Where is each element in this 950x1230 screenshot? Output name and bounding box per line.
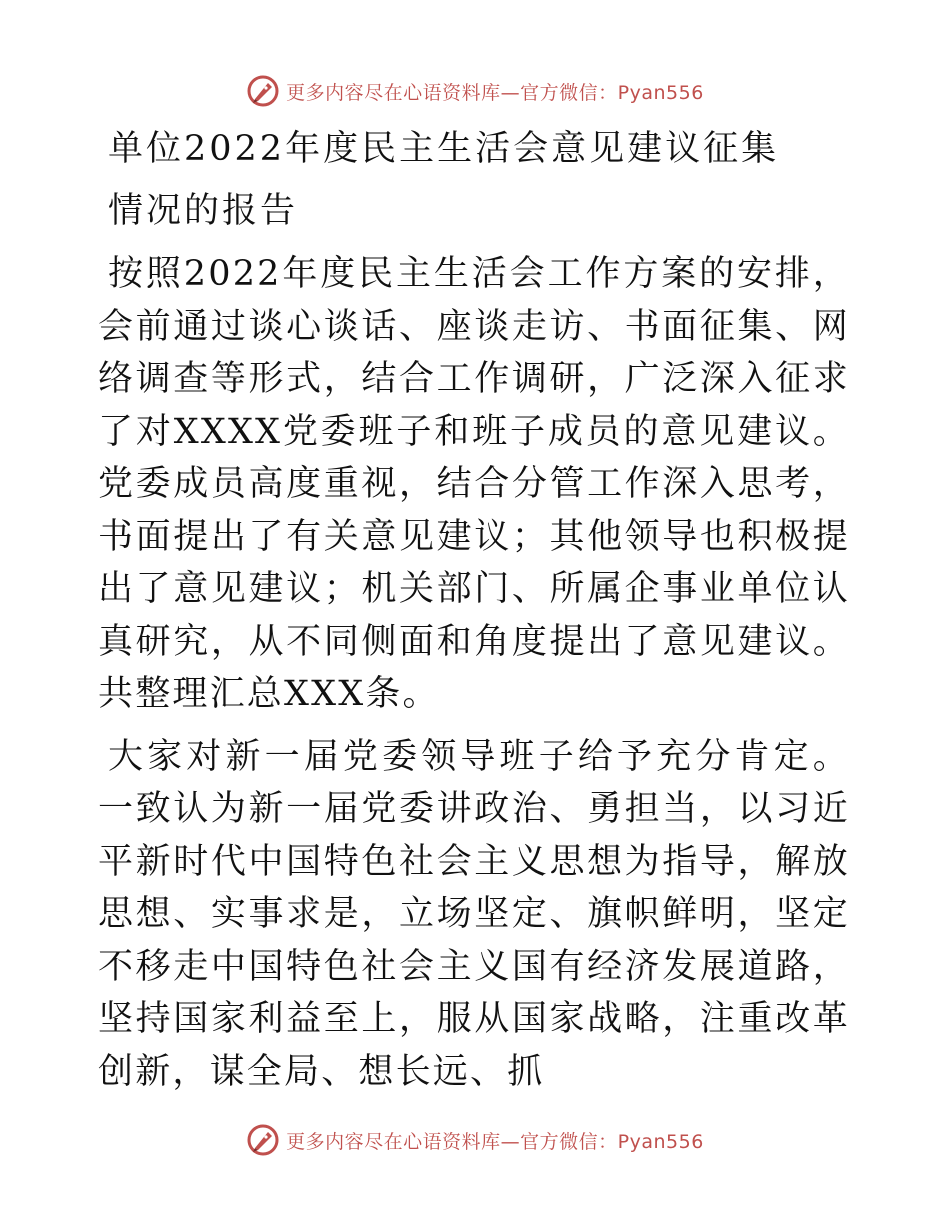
document-title-line-1: 单位2022年度民主生活会意见建议征集 xyxy=(108,129,780,169)
watermark-text: 更多内容尽在心语资料库—官方微信：Pyan556 xyxy=(286,1130,704,1153)
pen-nib-logo-icon xyxy=(246,1123,280,1157)
watermark-footer xyxy=(0,1123,950,1157)
document-body xyxy=(98,126,850,1098)
pen-nib-logo-icon xyxy=(246,74,280,108)
paragraph-2: 大家对新一届党委领导班子给予充分肯定。一致认为新一届党委讲政治、勇担当，以习近平新时代中国特色社会主义思想为指导，解放思想、实事求是，立场坚定、旗帜鲜明，坚定不移走中国特色社会主义国有经济发展道路，坚持国家利益至上，服从国家战略，注重改革创新，谋全局、想长远、抓 xyxy=(98,736,850,1092)
paragraph-1: 按照2022年度民主生活会工作方案的安排，会前通过谈心谈话、座谈走访、书面征集、网络调查等形式，结合工作调研，广泛深入征求了对XXXX党委班子和班子成员的意见建议。党委成员高度重视，结合分管工作深入思考，书面提出了有关意见建议；其他领导也积极提出了意见建议；机关部门、所属企事业单位认真研究，从不同侧面和角度提出了意见建议。共整理汇总XXX条。 xyxy=(98,254,850,714)
document-title-line-2: 情况的报告 xyxy=(108,191,299,231)
watermark-text: 更多内容尽在心语资料库—官方微信：Pyan556 xyxy=(286,81,704,104)
watermark-header xyxy=(0,74,950,108)
